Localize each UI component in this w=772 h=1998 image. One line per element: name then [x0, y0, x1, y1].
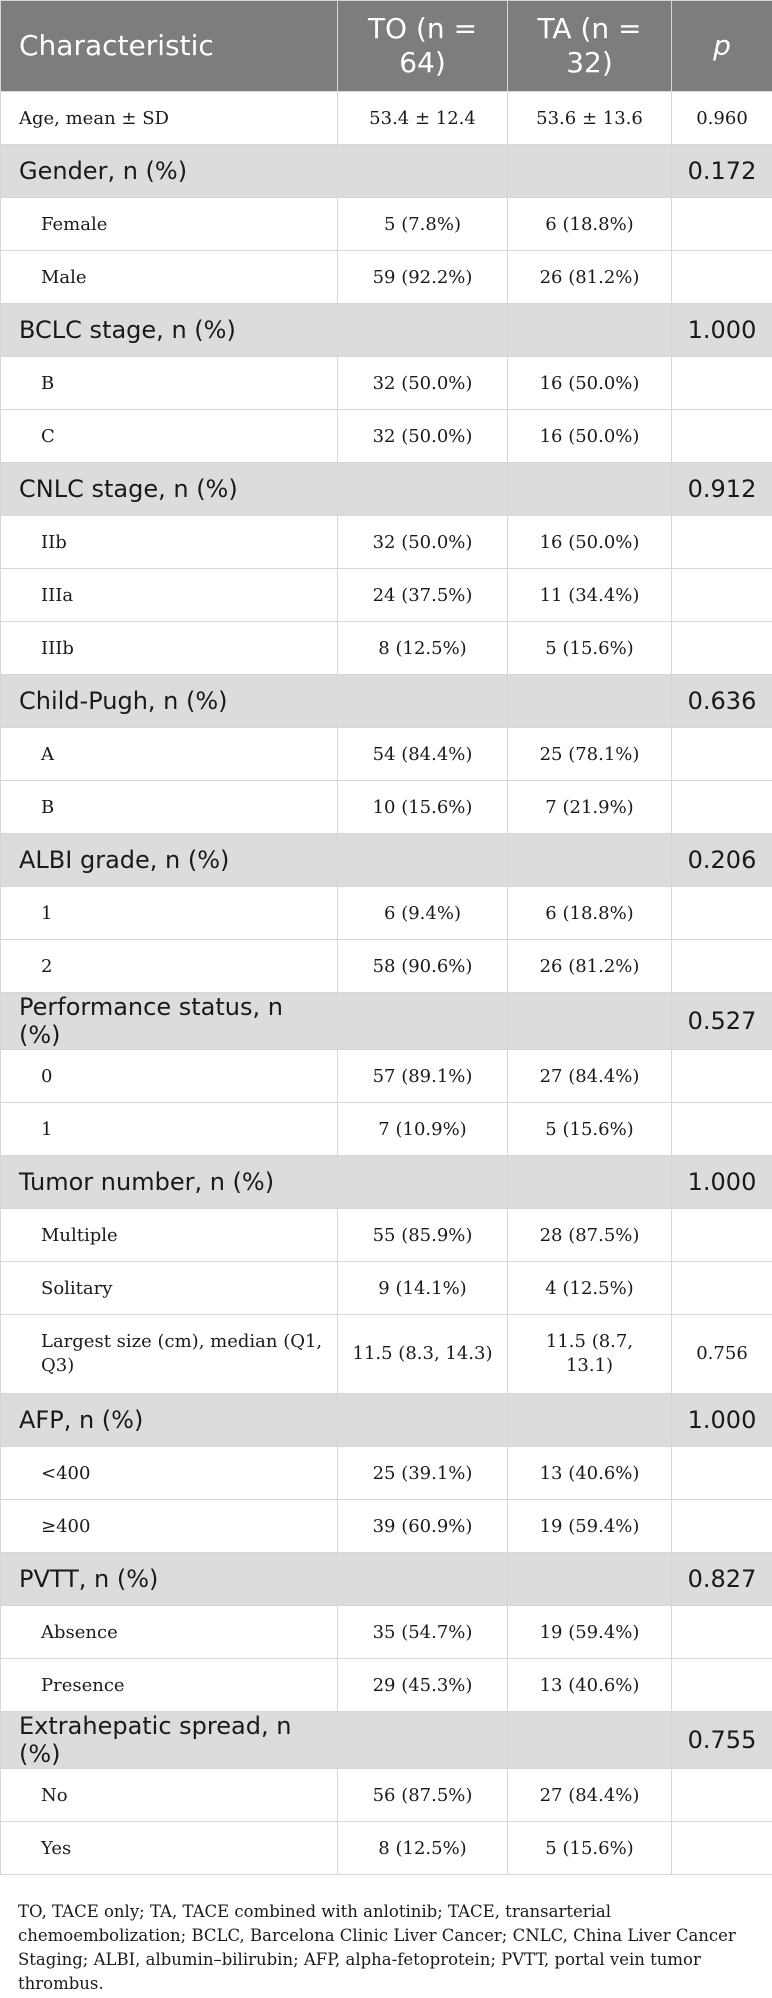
p-value: [672, 251, 772, 304]
row-label: ≥400: [1, 1500, 338, 1553]
row-label: IIb: [1, 516, 338, 569]
table-body: [1, 92, 772, 1875]
p-value: 0.960: [672, 92, 772, 145]
p-value: [672, 1822, 772, 1875]
section-row: [1, 1156, 772, 1209]
section-row: [1, 1553, 772, 1606]
p-value: [672, 198, 772, 251]
section-empty-cell: [338, 463, 508, 516]
to-value: 55 (85.9%): [338, 1209, 508, 1262]
row-label: Multiple: [1, 1209, 338, 1262]
to-value: 32 (50.0%): [338, 357, 508, 410]
ta-value: 16 (50.0%): [508, 516, 672, 569]
section-empty-cell: [508, 1156, 672, 1209]
p-value: [672, 1103, 772, 1156]
to-value: 53.4 ± 12.4: [338, 92, 508, 145]
ta-value: 6 (18.8%): [508, 887, 672, 940]
section-label: CNLC stage, n (%): [1, 463, 338, 516]
table-row: [1, 251, 772, 304]
section-row: [1, 675, 772, 728]
to-value: 7 (10.9%): [338, 1103, 508, 1156]
p-value: 0.756: [672, 1315, 772, 1394]
p-value: [672, 728, 772, 781]
section-empty-cell: [508, 304, 672, 357]
p-value: [672, 940, 772, 993]
section-empty-cell: [508, 1712, 672, 1769]
section-row: [1, 463, 772, 516]
to-value: 32 (50.0%): [338, 516, 508, 569]
p-value: [672, 1050, 772, 1103]
section-label: Tumor number, n (%): [1, 1156, 338, 1209]
ta-value: 16 (50.0%): [508, 410, 672, 463]
to-value: 10 (15.6%): [338, 781, 508, 834]
to-value: 39 (60.9%): [338, 1500, 508, 1553]
ta-value: 19 (59.4%): [508, 1606, 672, 1659]
section-empty-cell: [338, 834, 508, 887]
section-p-value: 0.755: [672, 1712, 772, 1769]
to-value: 58 (90.6%): [338, 940, 508, 993]
section-p-value: 0.912: [672, 463, 772, 516]
section-row: [1, 834, 772, 887]
table-row: [1, 1103, 772, 1156]
row-label: Presence: [1, 1659, 338, 1712]
section-empty-cell: [338, 1156, 508, 1209]
row-label: 0: [1, 1050, 338, 1103]
p-value: [672, 1262, 772, 1315]
row-label: Age, mean ± SD: [1, 92, 338, 145]
section-p-value: 0.206: [672, 834, 772, 887]
to-value: 35 (54.7%): [338, 1606, 508, 1659]
to-value: 5 (7.8%): [338, 198, 508, 251]
section-p-value: 0.172: [672, 145, 772, 198]
section-empty-cell: [508, 993, 672, 1050]
section-empty-cell: [508, 834, 672, 887]
table-row: [1, 728, 772, 781]
p-value: [672, 1209, 772, 1262]
section-empty-cell: [338, 993, 508, 1050]
ta-value: 26 (81.2%): [508, 251, 672, 304]
to-value: 9 (14.1%): [338, 1262, 508, 1315]
section-empty-cell: [338, 145, 508, 198]
section-label: Extrahepatic spread, n (%): [1, 1712, 338, 1769]
row-label: IIIb: [1, 622, 338, 675]
section-row: [1, 1712, 772, 1769]
section-empty-cell: [508, 463, 672, 516]
section-empty-cell: [338, 1394, 508, 1447]
table-row: [1, 1659, 772, 1712]
p-value: [672, 1500, 772, 1553]
section-label: Child-Pugh, n (%): [1, 675, 338, 728]
to-value: 8 (12.5%): [338, 622, 508, 675]
p-value: [672, 1447, 772, 1500]
section-row: [1, 993, 772, 1050]
section-empty-cell: [508, 145, 672, 198]
table-row: [1, 569, 772, 622]
table-row: [1, 357, 772, 410]
p-value: [672, 357, 772, 410]
to-value: 8 (12.5%): [338, 1822, 508, 1875]
table-row: [1, 1447, 772, 1500]
to-value: 25 (39.1%): [338, 1447, 508, 1500]
table-row: [1, 781, 772, 834]
section-empty-cell: [338, 675, 508, 728]
ta-value: 27 (84.4%): [508, 1050, 672, 1103]
table-row: [1, 1209, 772, 1262]
ta-value: 6 (18.8%): [508, 198, 672, 251]
row-label: B: [1, 781, 338, 834]
table-header: [1, 1, 772, 92]
table-row: [1, 887, 772, 940]
p-value: [672, 1606, 772, 1659]
ta-value: 26 (81.2%): [508, 940, 672, 993]
ta-value: 4 (12.5%): [508, 1262, 672, 1315]
row-label: Solitary: [1, 1262, 338, 1315]
table-row: [1, 198, 772, 251]
section-empty-cell: [508, 675, 672, 728]
section-row: [1, 1394, 772, 1447]
table-footnote: TO, TACE only; TA, TACE combined with anlotinib; TACE, transarterial chemoembolization; BCLC, Barcelona Clinic Liver Cancer; CNLC, China Liver Cancer Staging; ALBI, albumin–bilirubin; AFP, alpha-fetoprotein; PVTT, portal vein tumor thrombus.: [18, 1902, 736, 1993]
p-value: [672, 569, 772, 622]
row-label: Male: [1, 251, 338, 304]
section-empty-cell: [508, 1553, 672, 1606]
row-label: 1: [1, 887, 338, 940]
p-value: [672, 1659, 772, 1712]
table-row: [1, 516, 772, 569]
p-value: [672, 781, 772, 834]
row-label: Female: [1, 198, 338, 251]
row-label: Absence: [1, 1606, 338, 1659]
header-p-value: p: [672, 1, 772, 92]
p-value: [672, 1769, 772, 1822]
ta-value: 27 (84.4%): [508, 1769, 672, 1822]
table-row: [1, 1822, 772, 1875]
section-label: AFP, n (%): [1, 1394, 338, 1447]
ta-value: 11 (34.4%): [508, 569, 672, 622]
row-label: <400: [1, 1447, 338, 1500]
section-label: Gender, n (%): [1, 145, 338, 198]
ta-value: 5 (15.6%): [508, 1822, 672, 1875]
p-value: [672, 622, 772, 675]
ta-value: 28 (87.5%): [508, 1209, 672, 1262]
section-p-value: 0.527: [672, 993, 772, 1050]
table-row: [1, 1769, 772, 1822]
to-value: 56 (87.5%): [338, 1769, 508, 1822]
row-label: 1: [1, 1103, 338, 1156]
section-p-value: 1.000: [672, 1156, 772, 1209]
to-value: 57 (89.1%): [338, 1050, 508, 1103]
ta-value: 11.5 (8.7, 13.1): [508, 1315, 672, 1394]
table-row: [1, 940, 772, 993]
ta-value: 5 (15.6%): [508, 622, 672, 675]
row-label: Yes: [1, 1822, 338, 1875]
section-label: BCLC stage, n (%): [1, 304, 338, 357]
row-label: No: [1, 1769, 338, 1822]
section-p-value: 1.000: [672, 1394, 772, 1447]
to-value: 32 (50.0%): [338, 410, 508, 463]
ta-value: 7 (21.9%): [508, 781, 672, 834]
section-label: ALBI grade, n (%): [1, 834, 338, 887]
to-value: 29 (45.3%): [338, 1659, 508, 1712]
header-row: [1, 1, 772, 92]
to-value: 54 (84.4%): [338, 728, 508, 781]
ta-value: 13 (40.6%): [508, 1447, 672, 1500]
ta-value: 5 (15.6%): [508, 1103, 672, 1156]
header-characteristic: Characteristic: [1, 1, 338, 92]
p-value: [672, 516, 772, 569]
p-value: [672, 887, 772, 940]
table-row: [1, 1606, 772, 1659]
table-row: [1, 622, 772, 675]
ta-value: 16 (50.0%): [508, 357, 672, 410]
section-p-value: 0.636: [672, 675, 772, 728]
to-value: 11.5 (8.3, 14.3): [338, 1315, 508, 1394]
section-empty-cell: [338, 1712, 508, 1769]
section-empty-cell: [508, 1394, 672, 1447]
p-value: [672, 410, 772, 463]
section-empty-cell: [338, 304, 508, 357]
row-label: IIIa: [1, 569, 338, 622]
table-row: [1, 410, 772, 463]
header-ta-group: TA (n = 32): [508, 1, 672, 92]
ta-value: 13 (40.6%): [508, 1659, 672, 1712]
table-row: [1, 1262, 772, 1315]
table-row: [1, 1050, 772, 1103]
row-label: Largest size (cm), median (Q1, Q3): [1, 1315, 338, 1394]
to-value: 24 (37.5%): [338, 569, 508, 622]
row-label: 2: [1, 940, 338, 993]
row-label: B: [1, 357, 338, 410]
to-value: 59 (92.2%): [338, 251, 508, 304]
ta-value: 25 (78.1%): [508, 728, 672, 781]
table-row: [1, 1315, 772, 1394]
to-value: 6 (9.4%): [338, 887, 508, 940]
section-row: [1, 304, 772, 357]
ta-value: 19 (59.4%): [508, 1500, 672, 1553]
row-label: C: [1, 410, 338, 463]
section-p-value: 0.827: [672, 1553, 772, 1606]
section-label: PVTT, n (%): [1, 1553, 338, 1606]
section-p-value: 1.000: [672, 304, 772, 357]
ta-value: 53.6 ± 13.6: [508, 92, 672, 145]
section-row: [1, 145, 772, 198]
table-row: [1, 92, 772, 145]
row-label: A: [1, 728, 338, 781]
header-to-group: TO (n = 64): [338, 1, 508, 92]
section-label: Performance status, n (%): [1, 993, 338, 1050]
table-row: [1, 1500, 772, 1553]
section-empty-cell: [338, 1553, 508, 1606]
